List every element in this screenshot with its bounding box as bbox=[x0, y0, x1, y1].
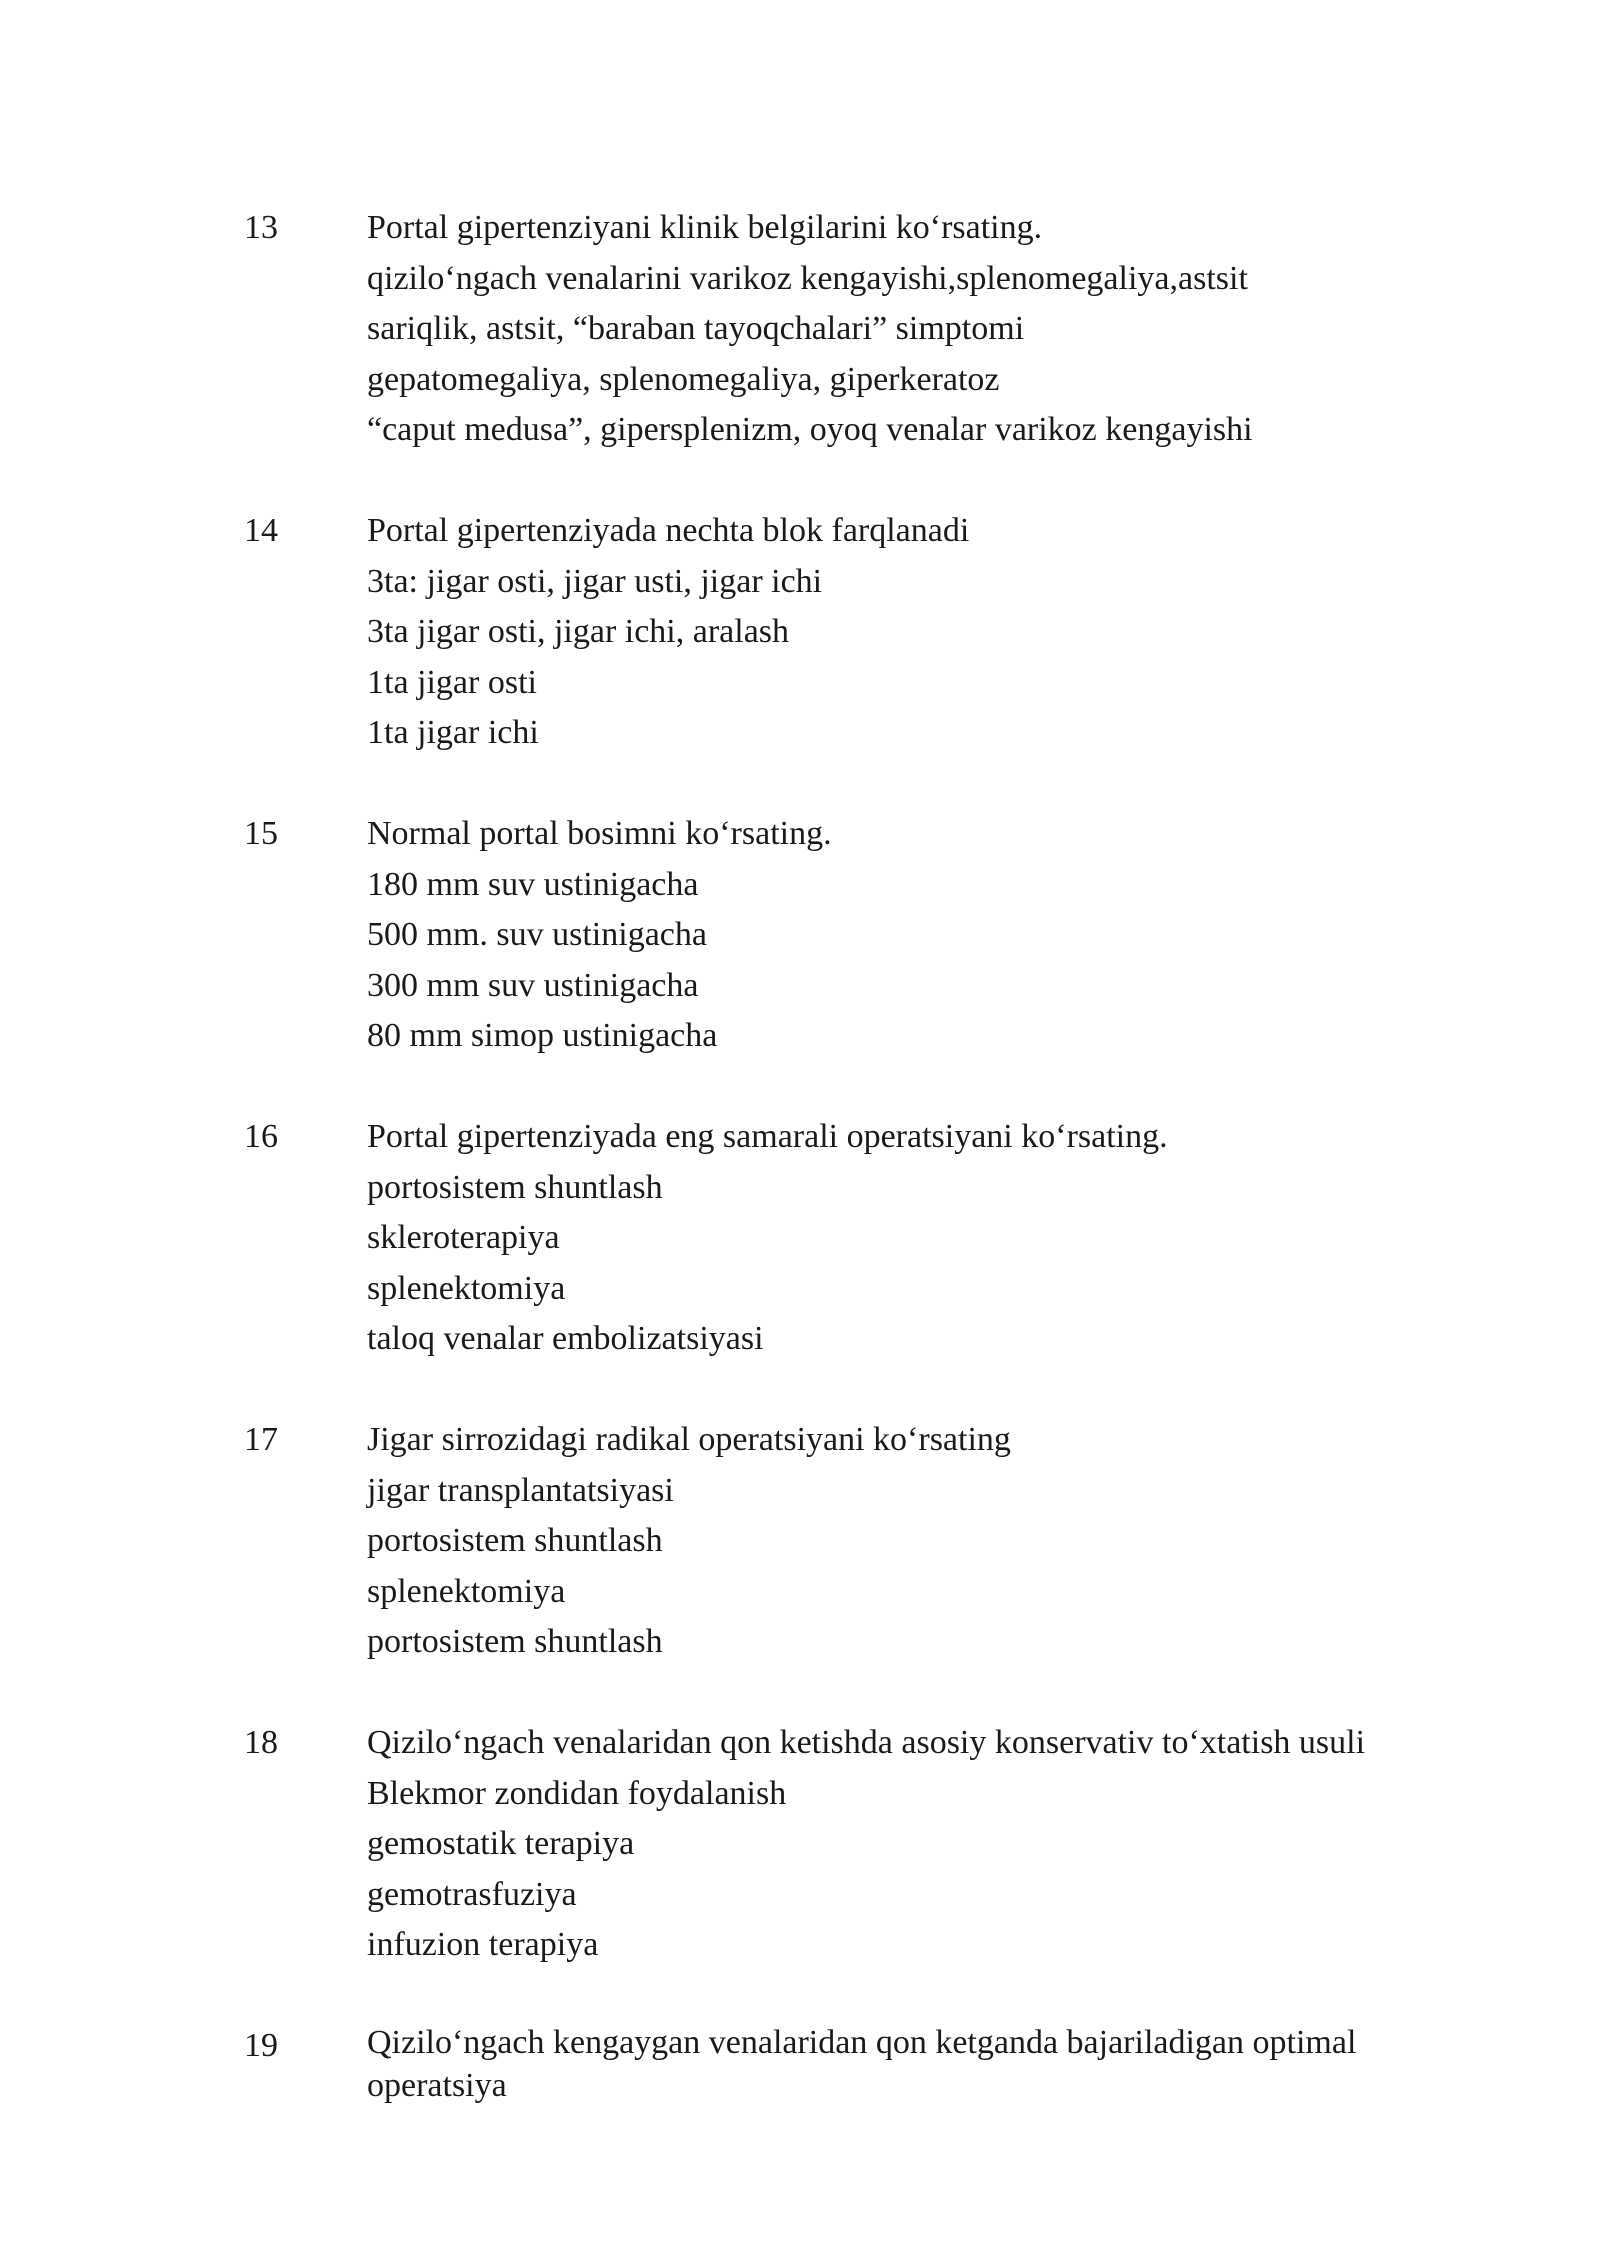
answer-option: skleroterapiya bbox=[367, 1219, 560, 1256]
question-number: 17 bbox=[244, 1421, 278, 1458]
question-number: 16 bbox=[244, 1118, 278, 1155]
answer-option: 3ta jigar osti, jigar ichi, aralash bbox=[367, 613, 790, 650]
answer-option: sariqlik, astsit, “baraban tayoqchalari” simptomi bbox=[367, 310, 1025, 347]
question-text: Normal portal bosimni ko‘rsating. bbox=[367, 815, 832, 852]
question-body bbox=[367, 1112, 1482, 1365]
answer-option: “caput medusa”, gipersplenizm, oyoq venalar varikoz kengayishi bbox=[367, 411, 1253, 448]
answer-option: gemostatik terapiya bbox=[367, 1825, 635, 1862]
answer-option: portosistem shuntlash bbox=[367, 1168, 663, 1206]
answer-option: qizilo‘ngach venalarini varikoz kengayishi,splenomegaliya,astsit bbox=[367, 259, 1248, 297]
answer-option: 500 mm. suv ustinigacha bbox=[367, 916, 707, 953]
answer-option: 80 mm simop ustinigacha bbox=[367, 1017, 718, 1054]
answer-option: gemotrasfuziya bbox=[367, 1875, 577, 1913]
answer-option: gepatomegaliya, splenomegaliya, giperkeratoz bbox=[367, 360, 1000, 398]
question-text: Portal gipertenziyada eng samarali operatsiyani ko‘rsating. bbox=[367, 1118, 1168, 1155]
answer-option: portosistem shuntlash bbox=[367, 1522, 663, 1559]
question-text: Jigar sirrozidagi radikal operatsiyani ko‘rsating bbox=[367, 1421, 1011, 1458]
answer-option: jigar transplantatsiyasi bbox=[367, 1471, 674, 1509]
answer-option: 180 mm suv ustinigacha bbox=[367, 865, 699, 903]
question-body bbox=[367, 809, 1482, 1062]
question-number: 13 bbox=[244, 209, 278, 246]
question-text: Qizilo‘ngach venalaridan qon ketishda asosiy konservativ to‘xtatish usuli bbox=[367, 1724, 1366, 1761]
question-body bbox=[367, 203, 1482, 456]
question-number: 15 bbox=[244, 815, 278, 852]
answer-option: 1ta jigar ichi bbox=[367, 714, 539, 751]
answer-option: splenektomiya bbox=[367, 1269, 566, 1307]
answer-option: Blekmor zondidan foydalanish bbox=[367, 1774, 787, 1812]
question-text: Portal gipertenziyada nechta blok farqlanadi bbox=[367, 512, 970, 549]
question-body bbox=[367, 506, 1482, 759]
answer-option: 300 mm suv ustinigacha bbox=[367, 966, 699, 1004]
question-number: 14 bbox=[244, 512, 278, 549]
question-body bbox=[367, 2021, 1482, 2107]
answer-option: infuzion terapiya bbox=[367, 1926, 599, 1963]
answer-option: taloq venalar embolizatsiyasi bbox=[367, 1320, 764, 1357]
question-text: Qizilo‘ngach kengaygan venalaridan qon ketganda bajariladigan optimal operatsiya bbox=[367, 2024, 1357, 2104]
answer-option: 3ta: jigar osti, jigar usti, jigar ichi bbox=[367, 562, 823, 600]
question-text: Portal gipertenziyani klinik belgilarini ko‘rsating. bbox=[367, 209, 1043, 246]
question-body bbox=[367, 1718, 1482, 1971]
question-number: 18 bbox=[244, 1724, 278, 1761]
answer-option: splenektomiya bbox=[367, 1572, 566, 1610]
answer-option: 1ta jigar osti bbox=[367, 663, 537, 701]
question-number: 19 bbox=[244, 2027, 278, 2064]
answer-option: portosistem shuntlash bbox=[367, 1623, 663, 1660]
question-body bbox=[367, 1415, 1482, 1668]
